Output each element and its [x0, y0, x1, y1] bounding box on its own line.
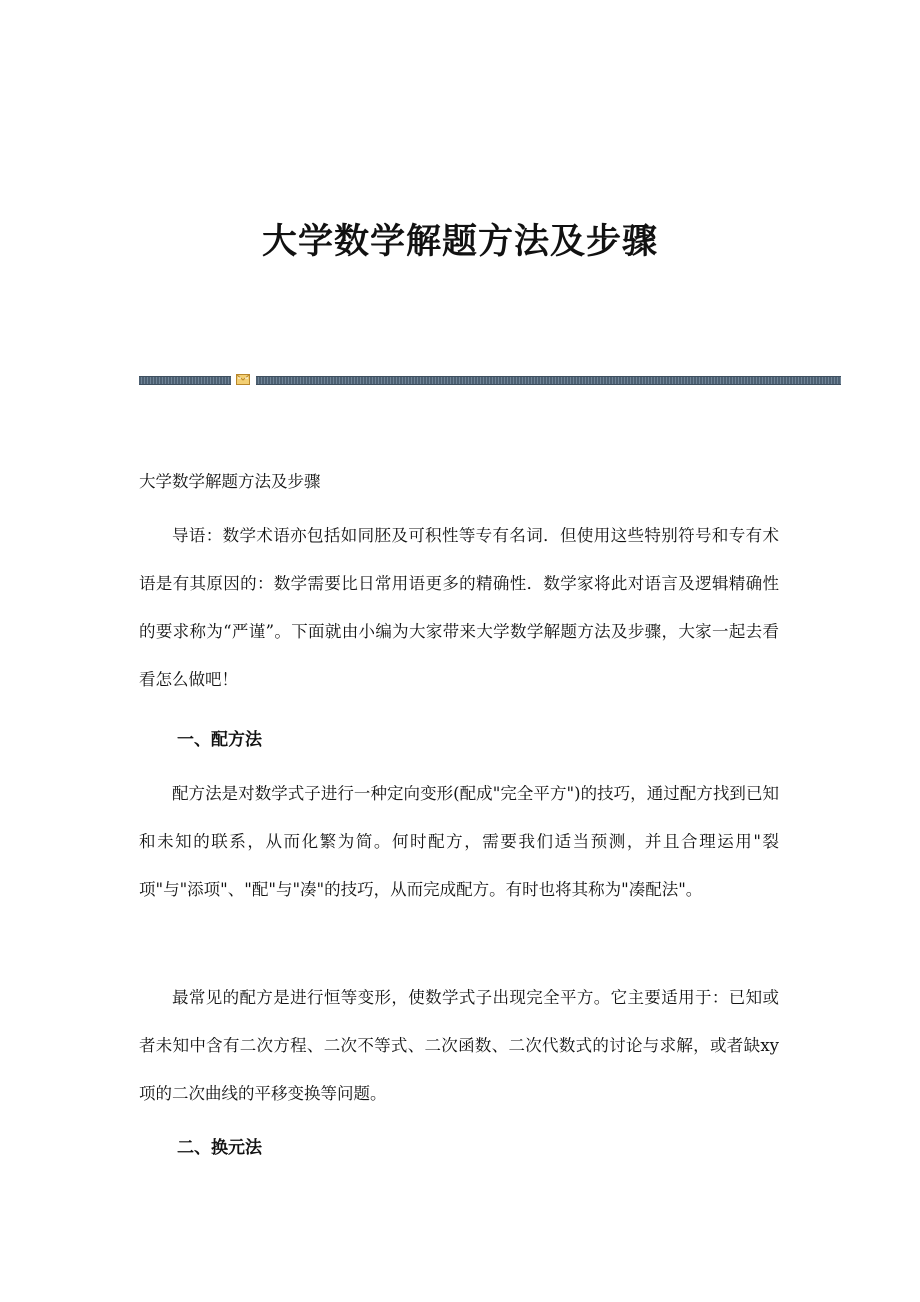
section-heading-completing-square: 一、配方法	[177, 730, 262, 750]
envelope-icon	[236, 374, 250, 385]
document-title: 大学数学解题方法及步骤	[261, 221, 658, 262]
section-paragraph: 配方法是对数学式子进行一种定向变形(配成"完全平方")的技巧，通过配方找到已知和未知的联系，从而化繁为简。何时配方，需要我们适当预测，并且合理运用"裂项"与"添项"、"配"与"凑"的技巧，从而完成配方。有时也将其称为"凑配法"。	[139, 784, 779, 899]
divider-bar-right	[256, 376, 841, 385]
document-subtitle: 大学数学解题方法及步骤	[139, 472, 321, 491]
section-paragraph: 最常见的配方是进行恒等变形，使数学式子出现完全平方。它主要适用于：已知或者未知中含有二次方程、二次不等式、二次函数、二次代数式的讨论与求解，或者缺xy项的二次曲线的平移变换等问题。	[139, 988, 779, 1103]
intro-paragraph: 导语：数学术语亦包括如同胚及可积性等专有名词．但使用这些特别符号和专有术语是有其原因的：数学需要比日常用语更多的精确性．数学家将此对语言及逻辑精确性的要求称为“严谨”。下面就由小编为大家带来大学数学解题方法及步骤，大家一起去看看怎么做吧！	[139, 526, 779, 689]
divider-bar-left	[139, 376, 231, 385]
section-heading-substitution: 二、换元法	[177, 1138, 262, 1158]
title-divider	[139, 374, 841, 384]
